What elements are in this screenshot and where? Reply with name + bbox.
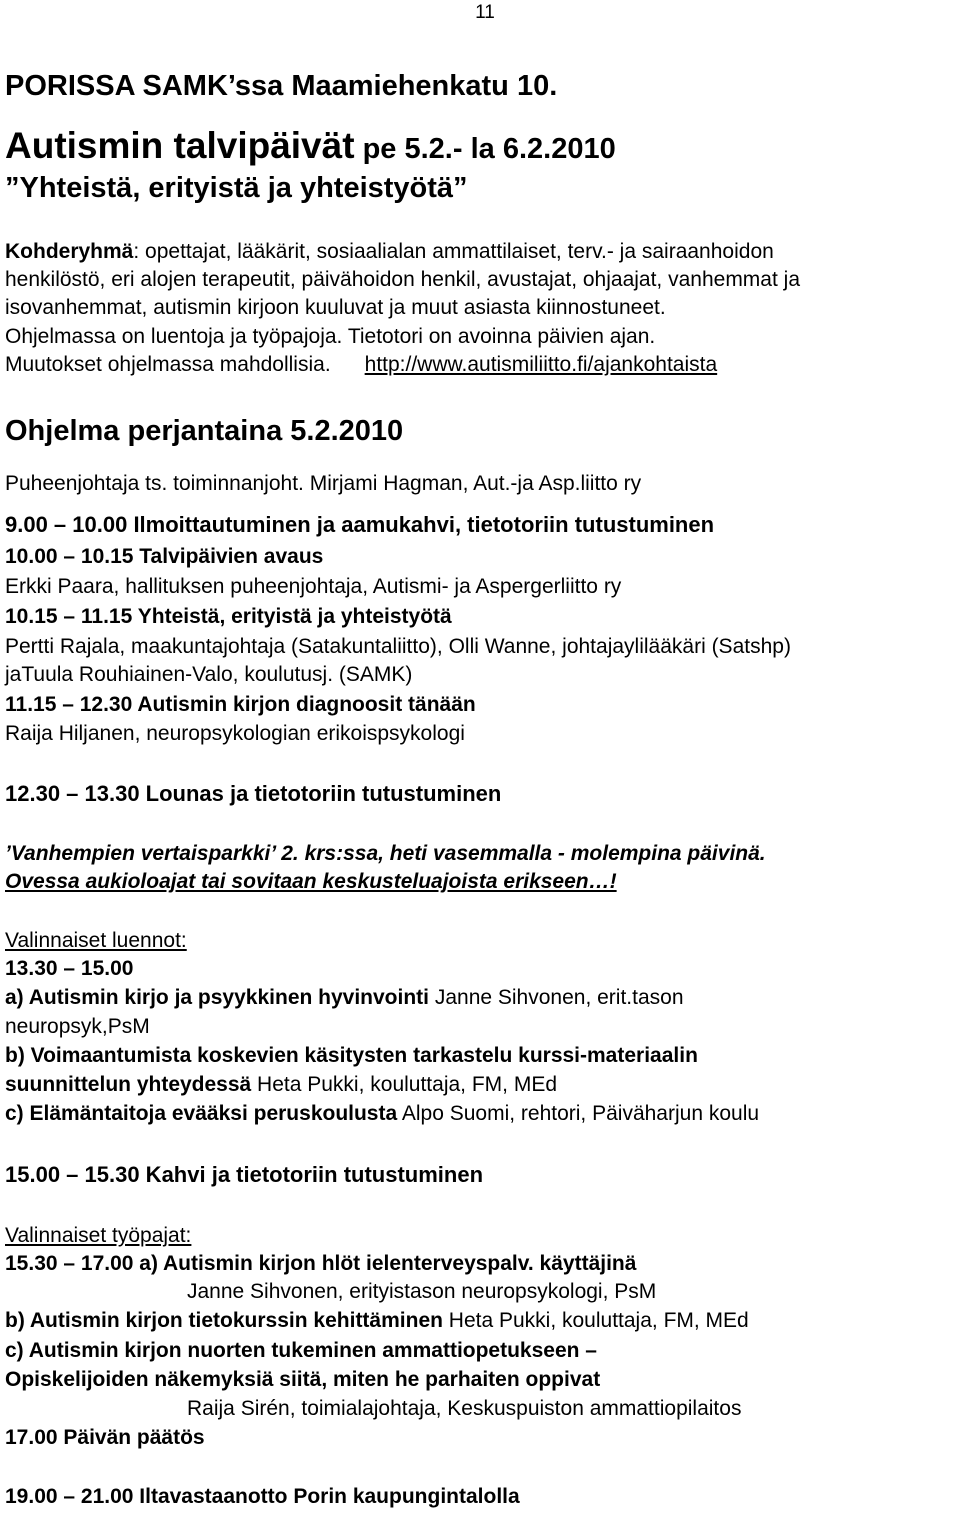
- workshop-a-speaker: Janne Sihvonen, erityistason neuropsykologi, PsM: [187, 1280, 657, 1303]
- elective-c: [5, 1102, 759, 1126]
- session-registration: 9.00 – 10.00 Ilmoittautuminen ja aamukahvi, tietotoriin tutustuminen: [5, 512, 715, 537]
- audience-line-2: henkilöstö, eri alojen terapeutit, päivähoidon henkil, avustajat, ohjaajat, vanhemmat ja: [5, 268, 800, 291]
- session-evening-reception: 19.00 – 21.00 Iltavastaanotto Porin kaupungintalolla: [5, 1485, 520, 1508]
- session-diagnoses: 11.15 – 12.30 Autismin kirjon diagnoosit tänään: [5, 693, 476, 716]
- audience-text-1: : opettajat, lääkärit, sosiaalialan ammattilaiset, terv.- ja sairaanhoidon: [133, 240, 774, 263]
- elective-b-speaker: Heta Pukki, kouluttaja, FM, MEd: [251, 1073, 558, 1096]
- session-opening: 10.00 – 10.15 Talvipäivien avaus: [5, 545, 324, 568]
- workshop-b: [5, 1309, 749, 1333]
- audience-label: Kohderyhmä: [5, 240, 134, 263]
- workshops-heading: Valinnaiset työpajat:: [5, 1224, 192, 1247]
- changes-line: [5, 353, 717, 377]
- workshop-c-speaker: Raija Sirén, toimialajohtaja, Keskuspuiston ammattiopilaitos: [187, 1397, 742, 1420]
- session-opening-speaker: Erkki Paara, hallituksen puheenjohtaja, Autismi- ja Aspergerliitto ry: [5, 575, 622, 598]
- workshop-c-title-2: Opiskelijoiden näkemyksiä siitä, miten he parhaiten oppivat: [5, 1368, 601, 1391]
- audience-line-3: isovanhemmat, autismin kirjoon kuuluvat ja muut asiasta kiinnostuneet.: [5, 296, 666, 319]
- workshop-c-title-1: c) Autismin kirjon nuorten tukeminen ammattiopetukseen –: [5, 1339, 597, 1362]
- elective-b-title-2: suunnittelun yhteydessä: [5, 1073, 252, 1096]
- website-link[interactable]: http://www.autismiliitto.fi/ajankohtaista: [364, 353, 718, 376]
- event-title-text: Autismin talvipäivät: [5, 125, 355, 166]
- changes-text: Muutokset ohjelmassa mahdollisia.: [5, 353, 331, 376]
- session-keynote: 10.15 – 11.15 Yhteistä, erityistä ja yhteistyötä: [5, 605, 452, 628]
- elective-a-title: a) Autismin kirjo ja psyykkinen hyvinvointi: [5, 986, 429, 1009]
- elective-a: [5, 986, 684, 1010]
- program-info: Ohjelmassa on luentoja ja työpajoja. Tietotori on avoinna päivien ajan.: [5, 325, 656, 348]
- event-title: [5, 125, 616, 167]
- electives-time: 13.30 – 15.00: [5, 957, 134, 980]
- chair-line: Puheenjohtaja ts. toiminnanjoht. Mirjami Hagman, Aut.-ja Asp.liitto ry: [5, 472, 642, 495]
- workshop-b-title: b) Autismin kirjon tietokurssin kehittäminen: [5, 1309, 443, 1332]
- elective-c-speaker: Alpo Suomi, rehtori, Päiväharjun koulu: [397, 1102, 760, 1125]
- session-keynote-speakers-1: Pertti Rajala, maakuntajohtaja (Satakuntaliitto), Olli Wanne, johtajaylilääkäri (Satshp): [5, 635, 791, 658]
- workshop-a-title: 15.30 – 17.00 a) Autismin kirjon hlöt ielenterveyspalv. käyttäjinä: [5, 1252, 637, 1275]
- session-coffee: 15.00 – 15.30 Kahvi ja tietotoriin tutustuminen: [5, 1162, 484, 1187]
- elective-c-title: c) Elämäntaitoja evääksi peruskoulusta: [5, 1102, 398, 1125]
- location-heading: PORISSA SAMK’ssa Maamiehenkatu 10.: [5, 70, 558, 102]
- elective-b: [5, 1073, 557, 1097]
- electives-heading: Valinnaiset luennot:: [5, 929, 187, 952]
- workshop-b-speaker: Heta Pukki, kouluttaja, FM, MEd: [442, 1309, 749, 1332]
- program-title: Ohjelma perjantaina 5.2.2010: [5, 415, 404, 447]
- session-keynote-speakers-2: jaTuula Rouhiainen-Valo, koulutusj. (SAMK): [5, 663, 413, 686]
- audience-line-1: [5, 240, 774, 264]
- event-dates: pe 5.2.- la 6.2.2010: [354, 133, 616, 165]
- elective-b-title-1: b) Voimaantumista koskevien käsitysten tarkastelu kurssi-materiaalin: [5, 1044, 698, 1067]
- peer-parking-line-2: Ovessa aukioloajat tai sovitaan keskusteluajoista erikseen…!: [5, 870, 617, 893]
- page-number: 11: [475, 2, 495, 23]
- elective-a-speaker-cont: neuropsyk,PsM: [5, 1015, 150, 1038]
- peer-parking-line-1: ’Vanhempien vertaisparkki’ 2. krs:ssa, heti vasemmalla - molempina päivinä.: [5, 842, 766, 865]
- elective-a-speaker: Janne Sihvonen, erit.tason: [429, 986, 684, 1009]
- session-diagnoses-speaker: Raija Hiljanen, neuropsykologian erikoispsykologi: [5, 722, 465, 745]
- session-closing: 17.00 Päivän päätös: [5, 1426, 205, 1449]
- session-lunch: 12.30 – 13.30 Lounas ja tietotoriin tutustuminen: [5, 781, 502, 806]
- event-theme: ”Yhteistä, erityistä ja yhteistyötä”: [5, 172, 468, 204]
